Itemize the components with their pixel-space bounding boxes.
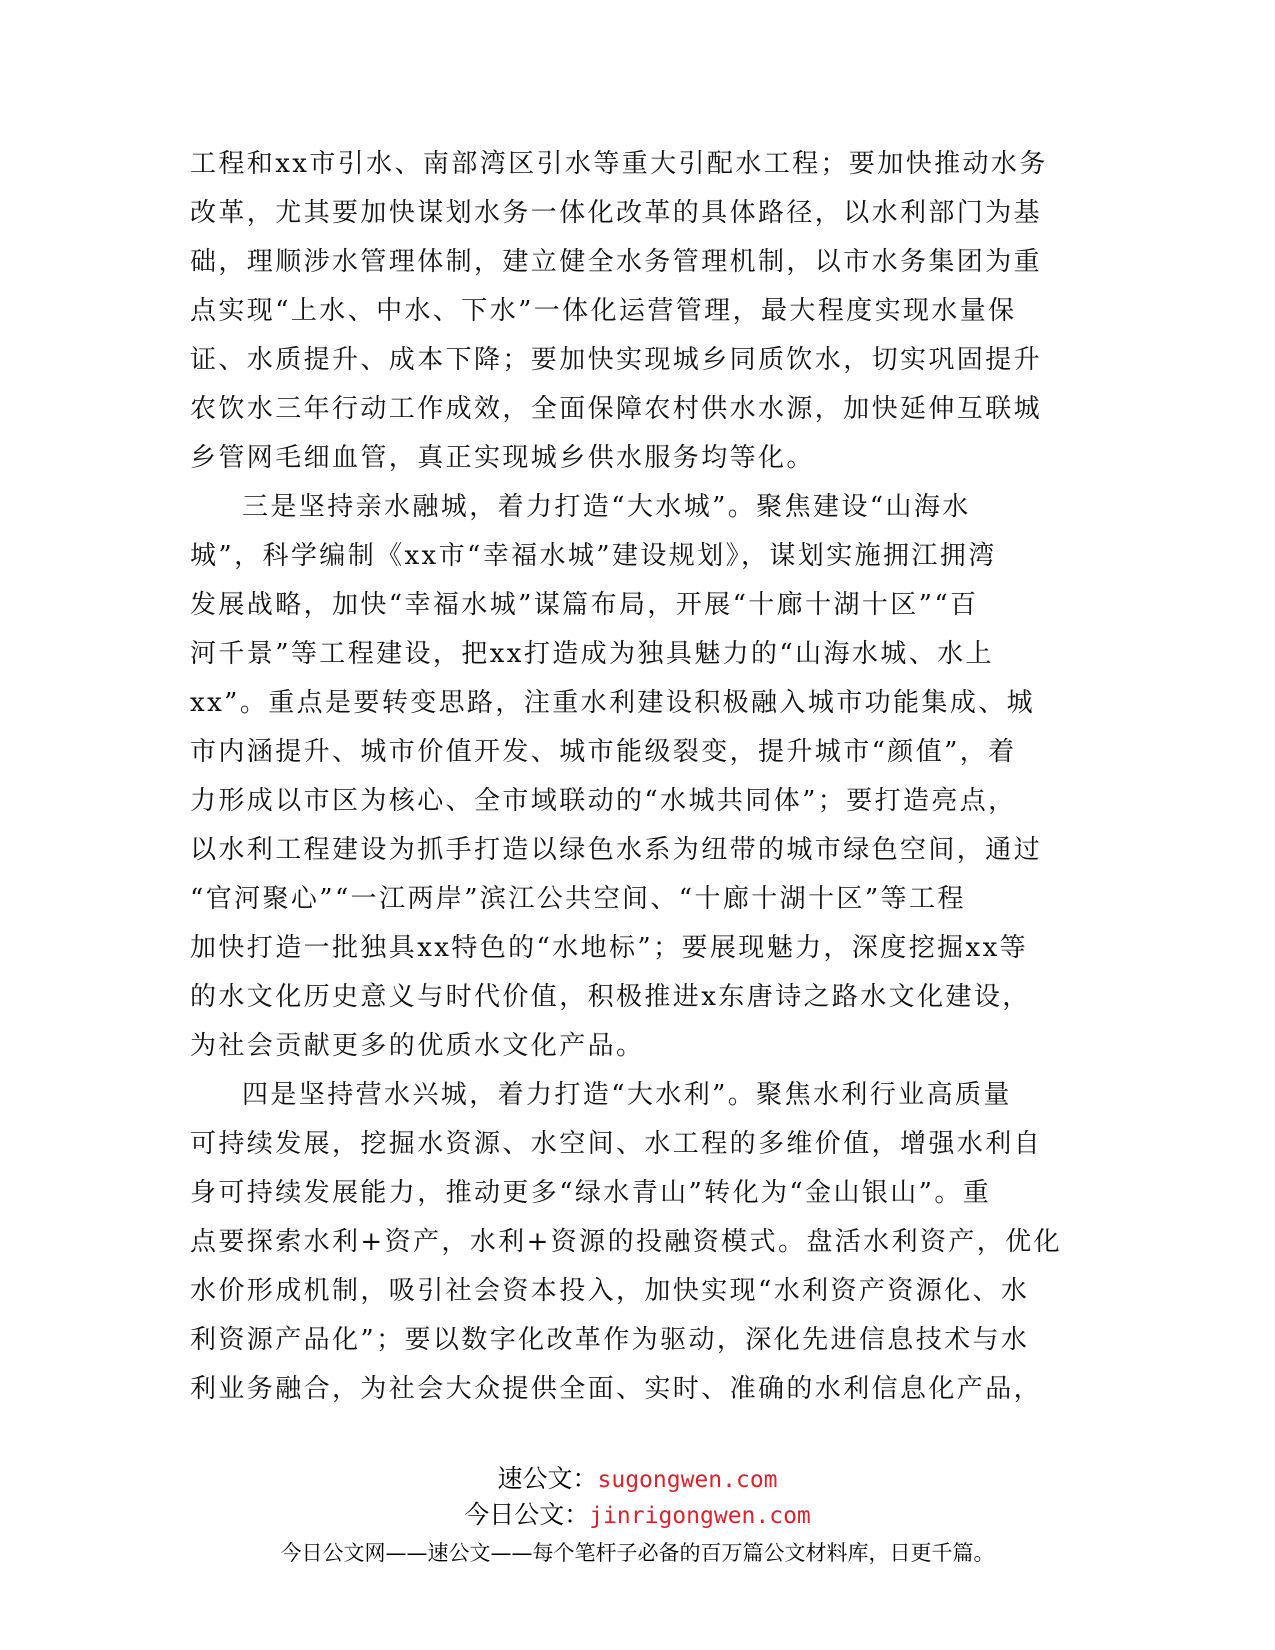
text-line: 的水文化历史意义与时代价值，积极推进x东唐诗之路水文化建设， [190, 982, 1031, 1012]
text-line: 础，理顺涉水管理体制，建立健全水务管理机制，以市水务集团为重 [190, 247, 1043, 277]
text-line: 水价形成机制，吸引社会资本投入，加快实现“水利资产资源化、水 [190, 1276, 1030, 1306]
text-line: 河千景”等工程建设，把xx打造成为独具魅力的“山海水城、水上 [190, 639, 994, 669]
text-line: 发展战略，加快“幸福水城”谋篇布局，开展“十廊十湖十区”“百 [190, 590, 979, 620]
text-line: 工程和xx市引水、南部湾区引水等重大引配水工程；要加快推动水务 [190, 149, 1048, 179]
footer-link-sugongwen[interactable]: sugongwen.com [597, 1467, 778, 1493]
text-line: 可持续发展，挖掘水资源、水空间、水工程的多维价值，增强水利自 [190, 1129, 1043, 1159]
footer-label-jinrigongwen: 今日公文： [464, 1500, 590, 1529]
document-body [190, 140, 1090, 1414]
text-line: 利资源产品化”；要以数字化改革作为驱动，深化先进信息技术与水 [190, 1325, 1030, 1355]
text-line: 以水利工程建设为抓手打造以绿色水系为纽带的城市绿色空间，通过 [190, 835, 1043, 865]
text-line: 加快打造一批独具xx特色的“水地标”；要展现魅力，深度挖掘xx等 [190, 933, 1029, 963]
text-line: 为社会贡献更多的优质水文化产品。 [190, 1031, 645, 1061]
text-line: 农饮水三年行动工作成效，全面保障农村供水水源，加快延伸互联城 [190, 394, 1043, 424]
text-line: 证、水质提升、成本下降；要加快实现城乡同质饮水，切实巩固提升 [190, 345, 1043, 375]
text-line: 身可持续发展能力，推动更多“绿水青山”转化为“金山银山”。重 [190, 1178, 992, 1208]
text-line: 利业务融合，为社会大众提供全面、实时、准确的水利信息化产品， [190, 1374, 1043, 1404]
text-line: 改革，尤其要加快谋划水务一体化改革的具体路径，以水利部门为基 [190, 198, 1043, 228]
footer-tagline: 今日公文网——速公文——每个笔杆子必备的百万篇公文材料库，日更千篇。 [280, 1541, 995, 1565]
text-line: 点实现“上水、中水、下水”一体化运营管理，最大程度实现水量保 [190, 296, 1017, 326]
text-line: “官河聚心”“一江两岸”滨江公共空间、“十廊十湖十区”等工程 [190, 884, 966, 914]
text-line: xx”。重点是要转变思路，注重水利建设积极融入城市功能集成、城 [190, 688, 1036, 718]
footer-jinrigongwen [0, 1498, 1275, 1532]
text-line: 力形成以市区为核心、全市域联动的“水城共同体”；要打造亮点， [190, 786, 1017, 816]
text-line: 城”，科学编制《xx市“幸福水城”建设规划》，谋划实施拥江拥湾 [190, 541, 997, 571]
text-line: 乡管网毛细血管，真正实现城乡供水服务均等化。 [190, 443, 815, 473]
footer-link-jinrigongwen[interactable]: jinrigongwen.com [589, 1503, 811, 1529]
footer-sugongwen [0, 1462, 1275, 1496]
paragraph-start-line: 三是坚持亲水融城，着力打造“大水城”。聚焦建设“山海水 [242, 492, 971, 522]
footer-label-sugongwen: 速公文： [497, 1464, 598, 1493]
paragraph-start-line: 四是坚持营水兴城，着力打造“大水利”。聚焦水利行业高质量 [242, 1080, 1012, 1110]
text-line: 市内涵提升、城市价值开发、城市能级裂变，提升城市“颜值”，着 [190, 737, 1017, 767]
text-line: 点要探索水利+资产，水利+资源的投融资模式。盘活水利资产，优化 [190, 1227, 1062, 1257]
